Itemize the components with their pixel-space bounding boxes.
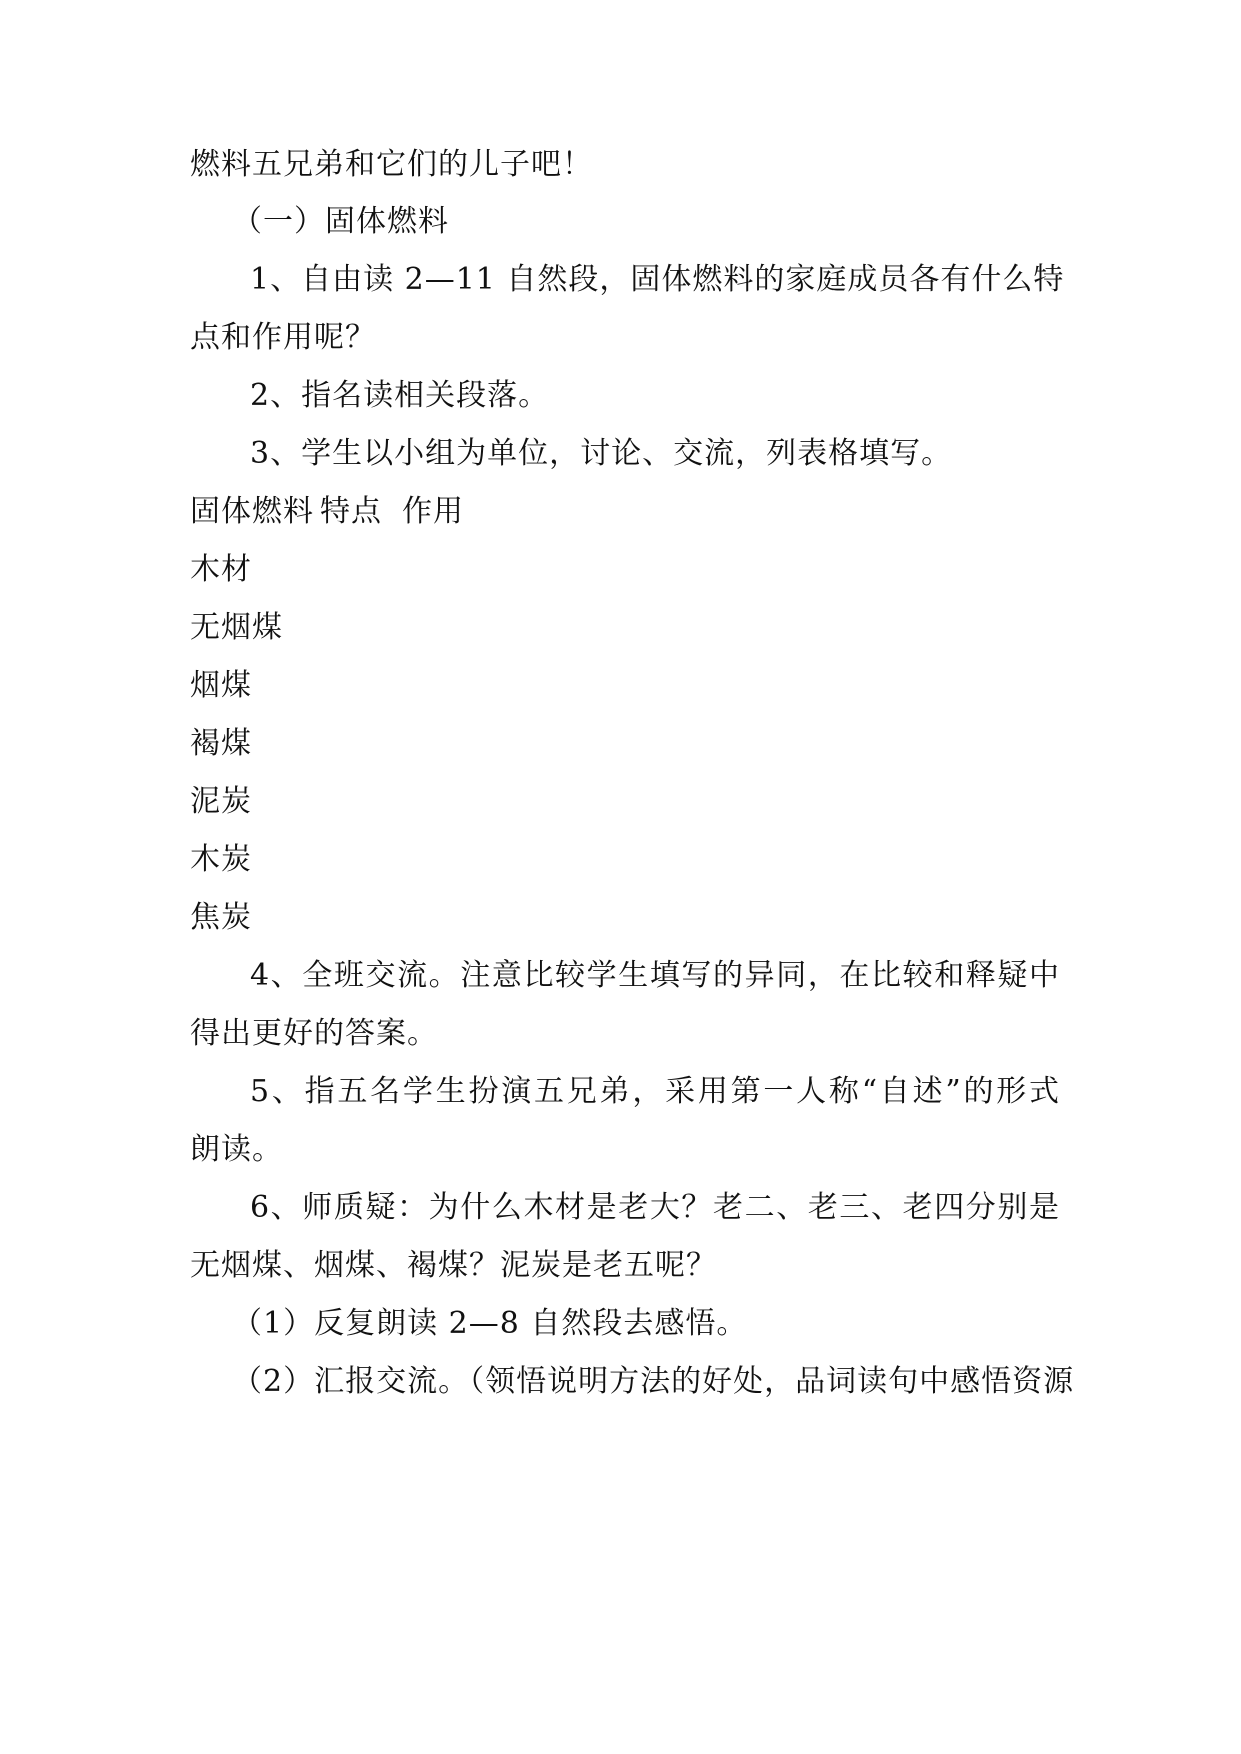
table-row-label: 木炭 [190,842,252,877]
paragraph-line: 6、师质疑：为什么木材是老大？老二、老三、老四分别是 [250,1190,1060,1225]
paragraph-line: 无烟煤、烟煤、褐煤？泥炭是老五呢？ [190,1248,717,1283]
paragraph-line: 1、自由读 2—11 自然段，固体燃料的家庭成员各有什么特 [250,262,1065,297]
table-header-cell: 作用 [402,494,464,529]
paragraph-line: 3、学生以小组为单位，讨论、交流，列表格填写。 [250,436,953,471]
paragraph-line: 燃料五兄弟和它们的儿子吧！ [190,147,593,182]
table-header-cell: 特点 [320,494,382,529]
table-row-label: 烟煤 [190,668,252,703]
paragraph-line: 5、指五名学生扮演五兄弟，采用第一人称“自述”的形式 [250,1074,1060,1109]
paragraph-line: 朗读。 [190,1132,283,1167]
table-row-label: 泥炭 [190,784,252,819]
paragraph-line: 4、全班交流。注意比较学生填写的异同，在比较和释疑中 [250,958,1060,993]
table-row-label: 无烟煤 [190,610,283,645]
table-row-label: 焦炭 [190,900,252,935]
paragraph-line: 得出更好的答案。 [190,1016,438,1051]
paragraph-line: 2、指名读相关段落。 [250,378,550,413]
table-header [190,492,1060,532]
paragraph-line: 点和作用呢？ [190,320,376,355]
section-heading: （一）固体燃料 [232,204,449,239]
table-row-label: 木材 [190,552,252,587]
table-header-cell: 固体燃料 [190,494,314,529]
table-row-label: 褐煤 [190,726,252,761]
paragraph-line: （1）反复朗读 2—8 自然段去感悟。 [232,1306,748,1341]
paragraph-line: （2）汇报交流。（领悟说明方法的好处，品词读句中感悟资源 [232,1364,1075,1399]
